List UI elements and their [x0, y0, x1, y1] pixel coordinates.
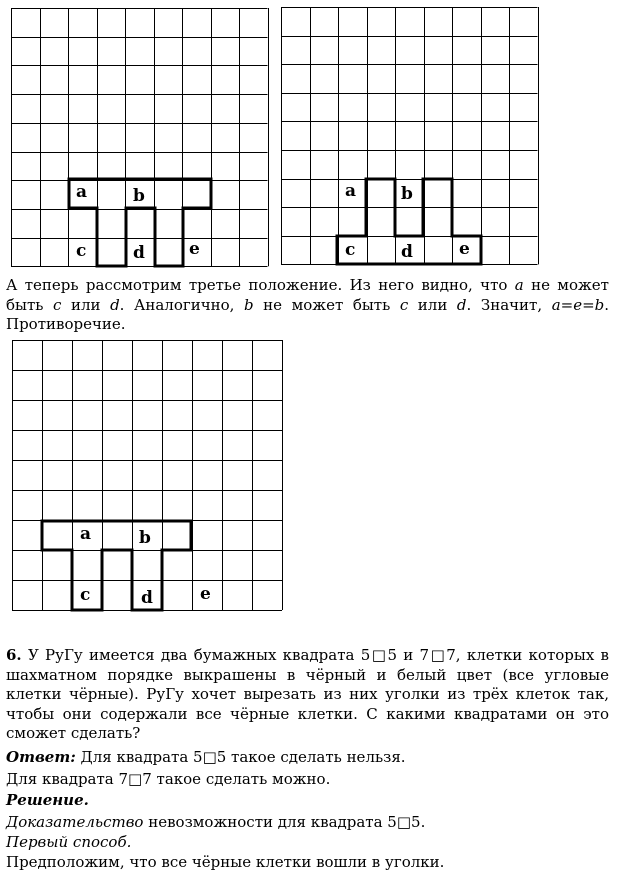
- label-e: e: [459, 239, 470, 259]
- label-a: a: [345, 181, 357, 201]
- label-d: d: [401, 242, 413, 262]
- label-c: c: [80, 585, 91, 605]
- answer-label: Ответ:: [6, 748, 76, 766]
- label-b: b: [133, 186, 145, 206]
- label-d: d: [141, 588, 153, 608]
- shape-outline-3: [42, 521, 191, 610]
- problem-number: 6.: [6, 646, 22, 664]
- problem-6-statement: 6. У РуГу имеется два бумажных квадрата 5□5 и 7□7, клетки которых в шахматном порядке выкрашены в чёрный и белый цвет (все угловые клетки чёрные). РуГу хочет вырезать из них уголки из трёх клеток так, чтобы они содержали все чёрные клетки. С какими квадратами он это сможет сделать?: [6, 646, 609, 742]
- label-a: a: [80, 524, 92, 544]
- label-d: d: [133, 243, 145, 263]
- assumption-line: Предположим, что все чёрные клетки вошли в уголки.: [6, 853, 445, 871]
- label-e: e: [200, 584, 211, 604]
- proof-line: Доказательство невозможности для квадрата 5□5.: [6, 813, 426, 831]
- label-a: a: [76, 182, 88, 202]
- label-c: c: [76, 241, 87, 261]
- label-b: b: [139, 528, 151, 548]
- answer-line-2: Для квадрата 7□7 такое сделать можно.: [6, 770, 331, 788]
- paragraph-third-position: А теперь рассмотрим третье положение. Из него видно, что a не может быть c или d. Аналогично, b не может быть c или d. Значит, a=e=b. Противоречие.: [6, 276, 610, 333]
- label-b: b: [401, 184, 413, 204]
- label-c: c: [345, 240, 356, 260]
- answer-line-1: Ответ: Для квадрата 5□5 такое сделать нельзя.: [6, 748, 406, 766]
- grid-figure-3: [0, 335, 621, 615]
- solution-label: Решение.: [6, 791, 89, 809]
- first-way-line: Первый способ.: [6, 833, 132, 851]
- label-e: e: [189, 239, 200, 259]
